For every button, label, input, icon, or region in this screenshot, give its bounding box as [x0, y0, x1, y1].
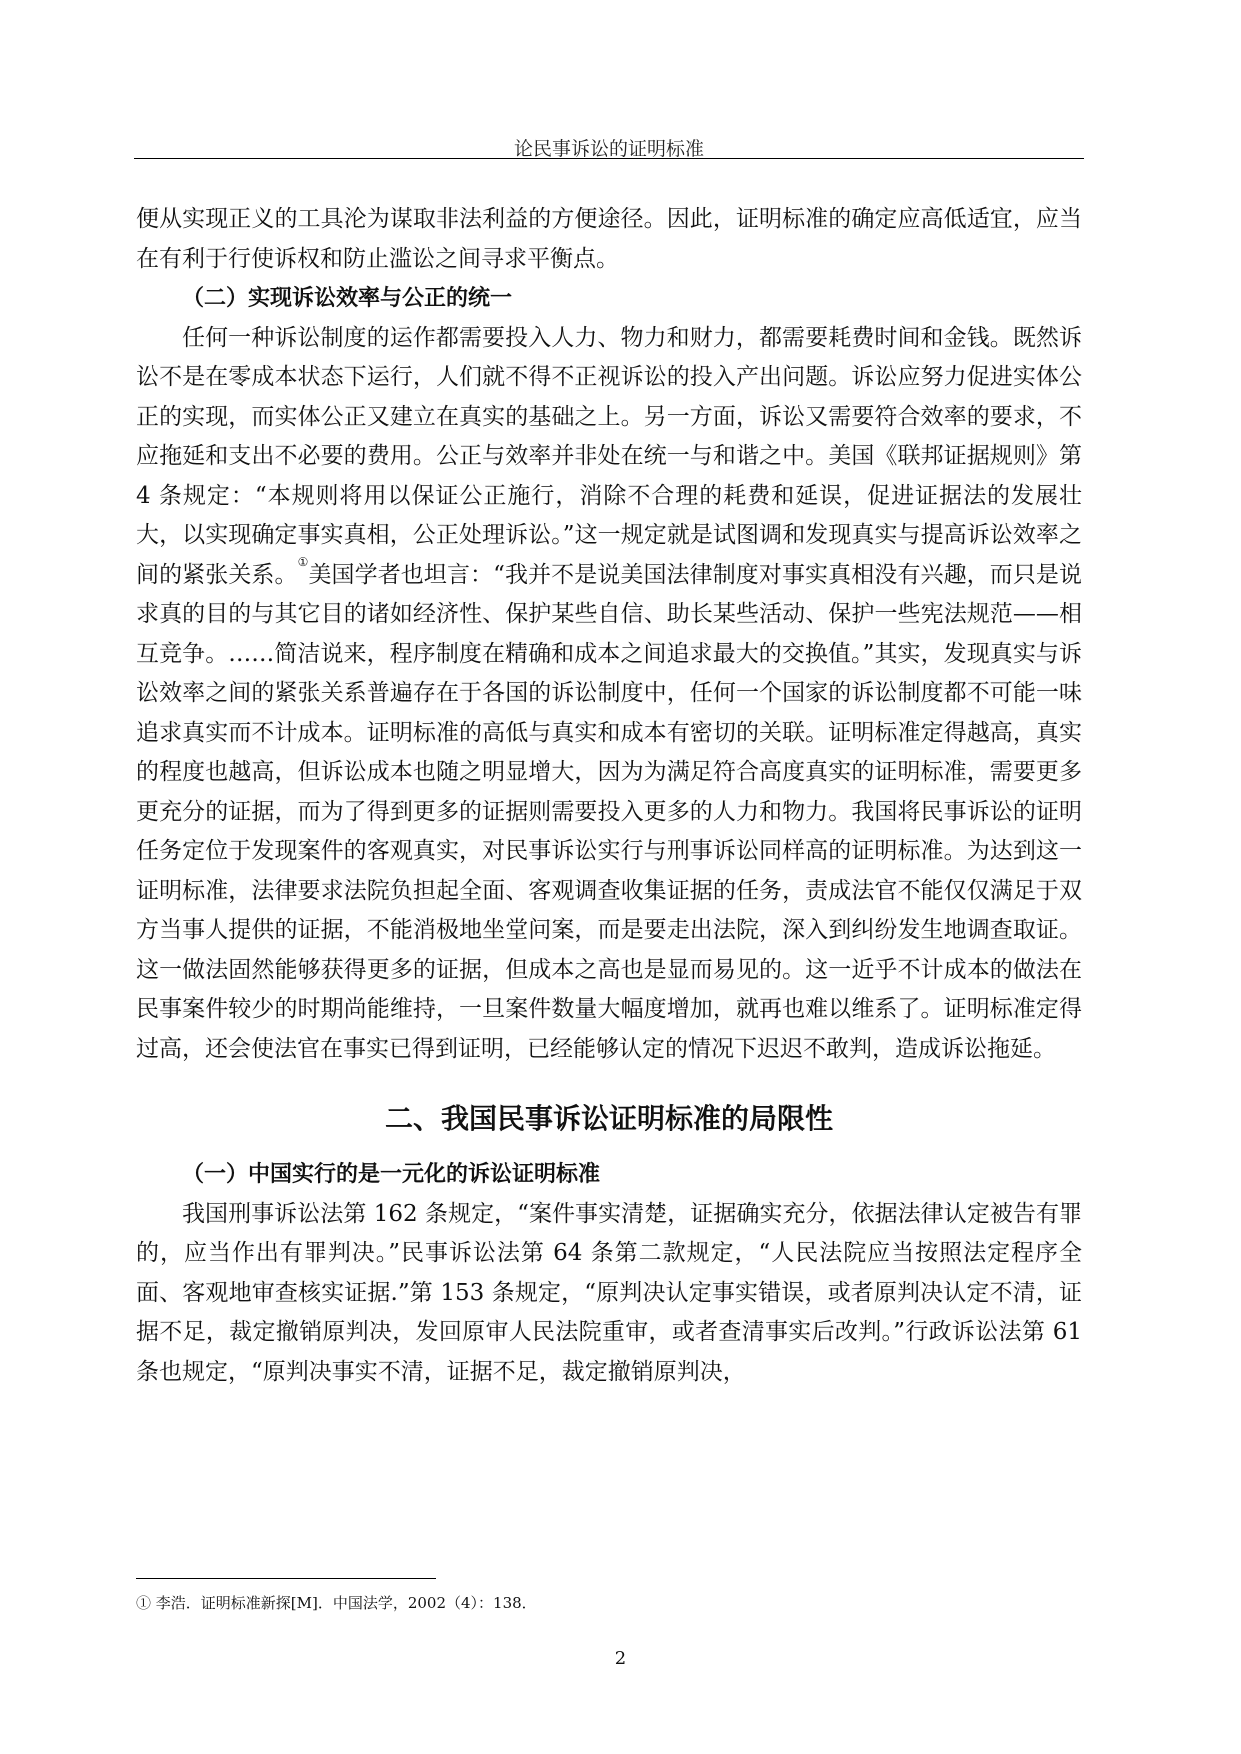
subheading-unified-standard: （一）中国实行的是一元化的诉讼证明标准 [182, 1162, 601, 1187]
footnote-divider [136, 1578, 436, 1579]
footnote: ① 李浩．证明标准新探[M]．中国法学，2002（4）：138． [136, 1594, 537, 1612]
page-number: 2 [614, 1648, 627, 1669]
section-heading: 二、我国民事诉讼证明标准的局限性 [384, 1102, 833, 1135]
paragraph-efficiency-part1: 任何一种诉讼制度的运作都需要投入人力、物力和财力，都需要耗费时间和金钱。既然诉讼不是在零成本状态下运行，人们就不得不正视诉讼的投入产出问题。诉讼应努力促进实体公正的实现，而实体公正又建立在真实的基础之上。另一方面，诉讼又需要符合效率的要求，不应拖延和支出不必要的费用。公正与效率并非处在统一与和谐之中。美国《联邦证据规则》第 4 条规定：“本规则将用以保证公正施行，消除不合理的耗费和延误，促进证据法的发展壮大，以实现确定事实真相，公正处理诉讼。”这一规定就是试图调和发现真实与提高诉讼效率之间的紧张关系。 [136, 324, 1082, 588]
page-header-title: 论民事诉讼的证明标准 [513, 138, 704, 160]
paragraph-efficiency-part2: 美国学者也坦言：“我并不是说美国法律制度对事实真相没有兴趣，而只是说求真的目的与其它目的诸如经济性、保护某些自信、助长某些活动、保护一些宪法规范——相互竞争。……简洁说来，程序制度在精确和成本之间追求最大的交换值。”其实，发现真实与诉讼效率之间的紧张关系普遍存在于各国的诉讼制度中，任何一个国家的诉讼制度都不可能一味追求真实而不计成本。证明标准的高低与真实和成本有密切的关联。证明标准定得越高，真实的程度也越高，但诉讼成本也随之明显增大，因为为满足符合高度真实的证明标准，需要更多更充分的证据，而为了得到更多的证据则需要投入更多的人力和物力。我国将民事诉讼的证明任务定位于发现案件的客观真实，对民事诉讼实行与刑事诉讼同样高的证明标准。为达到这一证明标准，法律要求法院负担起全面、客观调查收集证据的任务，责成法官不能仅仅满足于双方当事人提供的证据，不能消极地坐堂问案，而是要走出法院，深入到纠纷发生地调查取证。这一做法固然能够获得更多的证据，但成本之高也是显而易见的。这一近乎不计成本的做法在民事案件较少的时期尚能维持，一旦案件数量大幅度增加，就再也难以维系了。证明标准定得过高，还会使法官在事实已得到证明，已经能够认定的情况下迟迟不敢判，造成诉讼拖延。 [136, 561, 1082, 1062]
subheading-efficiency-justice: （二）实现诉讼效率与公正的统一 [182, 286, 513, 311]
page-body [136, 200, 1082, 1392]
paragraph-intro: 便从实现正义的工具沦为谋取非法利益的方便途径。因此，证明标准的确定应高低适宜，应当在有利于行使诉权和防止滥讼之间寻求平衡点。 [136, 206, 1082, 272]
footnote-marker[interactable]: ① [297, 554, 309, 569]
paragraph-efficiency [136, 319, 1082, 1070]
header-divider [134, 158, 1084, 159]
paragraph-law-articles: 我国刑事诉讼法第 162 条规定，“案件事实清楚，证据确实充分，依据法律认定被告有罪的，应当作出有罪判决。”民事诉讼法第 64 条第二款规定，“人民法院应当按照法定程序全面、客观地审查核实证据.”第 153 条规定，“原判决认定事实错误，或者原判决认定不清，证据不足，裁定撤销原判决，发回原审人民法院重审，或者查清事实后改判。”行政诉讼法第 61 条也规定，“原判决事实不清，证据不足，裁定撤销原判决， [136, 1200, 1082, 1385]
